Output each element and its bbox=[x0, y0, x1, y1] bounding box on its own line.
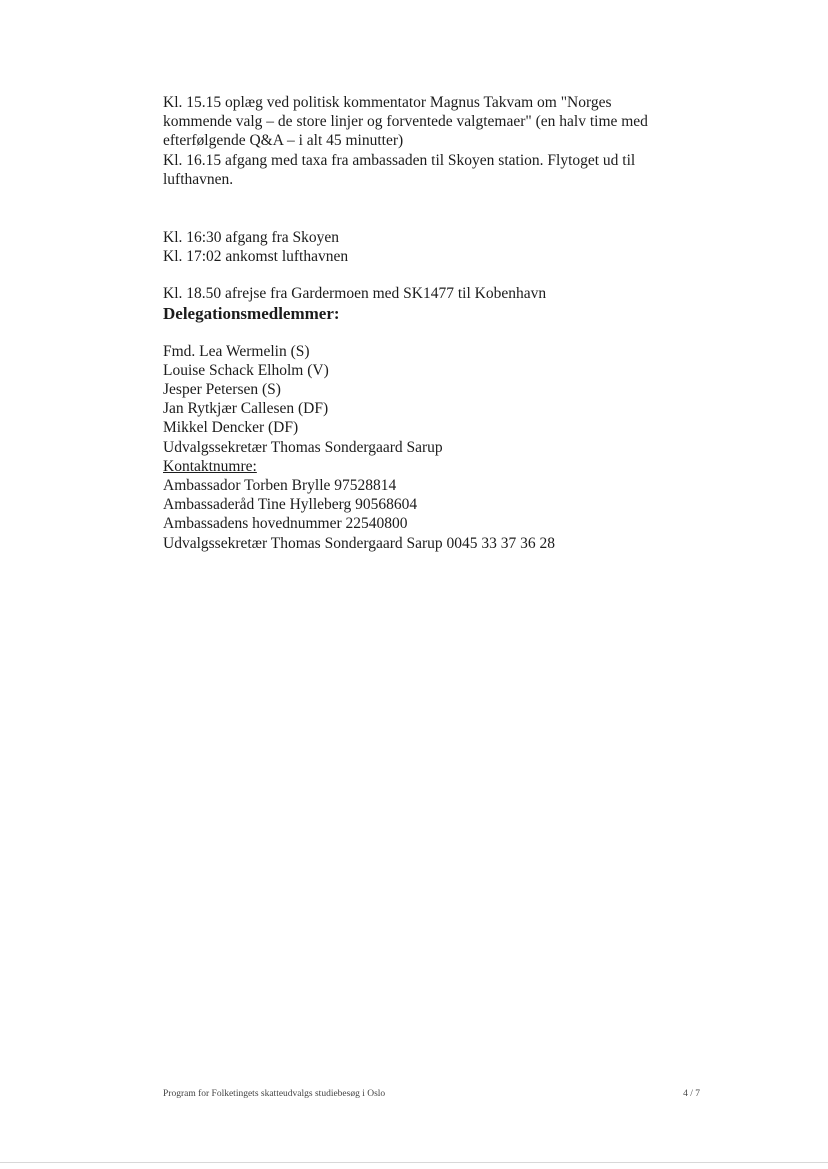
delegation-member: Jan Rytkjær Callesen (DF) bbox=[163, 400, 329, 418]
delegation-heading: Delegationsmedlemmer: bbox=[163, 303, 340, 323]
program-item-taxa: Kl. 16.15 afgang med taxa fra ambassaden til Skoyen station. Flytoget ud til lufthavnen. bbox=[163, 151, 636, 188]
delegation-member: Jesper Petersen (S) bbox=[163, 381, 281, 399]
delegation-member: Udvalgssekretær Thomas Sondergaard Sarup bbox=[163, 438, 443, 456]
footer-title: Program for Folketingets skatteudvalgs studiebesøg i Oslo bbox=[163, 1089, 386, 1099]
program-item-departure: Kl. 16:30 afgang fra Skoyen bbox=[163, 229, 340, 247]
program-item-talk: Kl. 15.15 oplæg ved politisk kommentator Magnus Takvam om "Norges kommende valg – de store linjer og forventede valgtemaer" (en halv time med efterfølgende Q&A – i alt 45 minutter) bbox=[163, 94, 648, 150]
flight-program bbox=[163, 284, 683, 303]
delegation-member: Mikkel Dencker (DF) bbox=[163, 419, 299, 437]
travel-program bbox=[163, 228, 683, 266]
page-content bbox=[163, 93, 683, 553]
contact-item: Ambassador Torben Brylle 97528814 bbox=[163, 477, 397, 495]
delegation-list bbox=[163, 342, 683, 457]
program-item-flight: Kl. 18.50 afrejse fra Gardermoen med SK1477 til Kobenhavn bbox=[163, 285, 547, 303]
contact-item: Ambassaderåd Tine Hylleberg 90568604 bbox=[163, 496, 418, 514]
page-number: 4 / 7 bbox=[683, 1089, 700, 1099]
contacts-heading: Kontaktnumre: bbox=[163, 457, 257, 475]
contact-item: Udvalgssekretær Thomas Sondergaard Sarup 0045 33 37 36 28 bbox=[163, 534, 556, 552]
delegation-member: Fmd. Lea Wermelin (S) bbox=[163, 342, 310, 360]
page-footer bbox=[163, 1089, 700, 1099]
delegation-member: Louise Schack Elholm (V) bbox=[163, 361, 329, 379]
scan-edge-line bbox=[0, 1162, 828, 1163]
afternoon-program bbox=[163, 93, 683, 189]
contact-item: Ambassadens hovednummer 22540800 bbox=[163, 515, 408, 533]
program-item-arrival: Kl. 17:02 ankomst lufthavnen bbox=[163, 248, 349, 266]
